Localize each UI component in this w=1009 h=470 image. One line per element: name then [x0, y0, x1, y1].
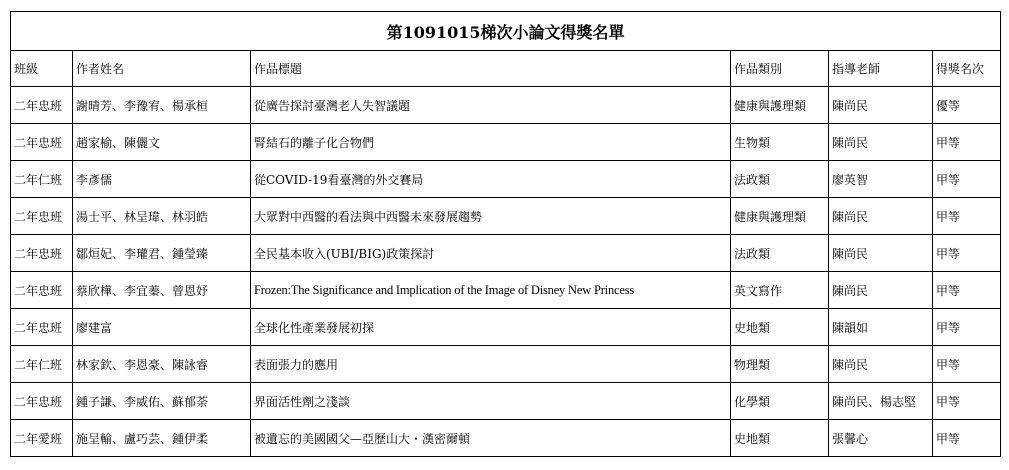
cell-advisor: 陳尚民 [829, 272, 933, 309]
cell-award: 甲等 [933, 420, 1001, 457]
cell-advisor: 陳尚民、楊志堅 [829, 383, 933, 420]
header-work-title: 作品標題 [251, 51, 731, 87]
cell-class: 二年忠班 [11, 198, 73, 235]
cell-category: 化學類 [731, 383, 829, 420]
header-category: 作品類別 [731, 51, 829, 87]
table-row [11, 383, 1001, 420]
cell-authors: 施呈輸、盧巧芸、鍾伊柔 [73, 420, 251, 457]
table-row [11, 420, 1001, 457]
cell-authors: 蔡欣樺、李宜蓁、曾恩妤 [73, 272, 251, 309]
cell-work-title: 從廣告探討臺灣老人失智議題 [251, 87, 731, 124]
cell-work-title: 界面活性劑之淺談 [251, 383, 731, 420]
cell-advisor: 陳尚民 [829, 346, 933, 383]
cell-work-title: 從COVID-19看臺灣的外交賽局 [251, 161, 731, 198]
header-row [11, 51, 1001, 87]
table-row [11, 124, 1001, 161]
cell-work-title: 大眾對中西醫的看法與中西醫未來發展趨勢 [251, 198, 731, 235]
cell-authors: 湯士平、林呈瑋、林羽皓 [73, 198, 251, 235]
cell-class: 二年忠班 [11, 309, 73, 346]
table-row [11, 235, 1001, 272]
cell-class: 二年愛班 [11, 420, 73, 457]
cell-award: 優等 [933, 87, 1001, 124]
cell-award: 甲等 [933, 383, 1001, 420]
cell-authors: 趙家榆、陳儷文 [73, 124, 251, 161]
cell-category: 生物類 [731, 124, 829, 161]
cell-advisor: 陳尚民 [829, 198, 933, 235]
cell-category: 史地類 [731, 420, 829, 457]
title-row [11, 12, 1001, 51]
cell-award: 甲等 [933, 198, 1001, 235]
cell-class: 二年忠班 [11, 383, 73, 420]
table-row [11, 87, 1001, 124]
cell-category: 法政類 [731, 235, 829, 272]
cell-award: 甲等 [933, 346, 1001, 383]
cell-award: 甲等 [933, 161, 1001, 198]
cell-class: 二年忠班 [11, 124, 73, 161]
cell-category: 法政類 [731, 161, 829, 198]
cell-work-title: 腎結石的離子化合物們 [251, 124, 731, 161]
cell-work-title: Frozen:The Significance and Implication of the Image of Disney New Princess [251, 272, 731, 309]
table-row [11, 346, 1001, 383]
cell-advisor: 陳尚民 [829, 235, 933, 272]
award-list-table [10, 11, 1001, 457]
cell-authors: 廖建富 [73, 309, 251, 346]
cell-category: 健康與護理類 [731, 87, 829, 124]
cell-authors: 謝晴芳、李豫宥、楊承桓 [73, 87, 251, 124]
cell-advisor: 陳尚民 [829, 87, 933, 124]
cell-award: 甲等 [933, 235, 1001, 272]
cell-work-title: 表面張力的應用 [251, 346, 731, 383]
cell-category: 健康與護理類 [731, 198, 829, 235]
header-advisor: 指導老師 [829, 51, 933, 87]
table-title: 第1091015梯次小論文得獎名單 [11, 12, 1001, 51]
table-row [11, 309, 1001, 346]
cell-work-title: 被遺忘的美國國父—亞歷山大・漢密爾頓 [251, 420, 731, 457]
cell-category: 英文寫作 [731, 272, 829, 309]
cell-award: 甲等 [933, 124, 1001, 161]
cell-advisor: 陳韻如 [829, 309, 933, 346]
cell-work-title: 全民基本收入(UBI/BIG)政策探討 [251, 235, 731, 272]
cell-class: 二年忠班 [11, 87, 73, 124]
header-authors: 作者姓名 [73, 51, 251, 87]
table-row [11, 272, 1001, 309]
cell-work-title: 全球化性產業發展初探 [251, 309, 731, 346]
header-award: 得獎名次 [933, 51, 1001, 87]
cell-advisor: 廖英智 [829, 161, 933, 198]
cell-class: 二年仁班 [11, 346, 73, 383]
cell-advisor: 張馨心 [829, 420, 933, 457]
cell-category: 史地類 [731, 309, 829, 346]
cell-authors: 鄒烜妃、李瓘君、鍾瑩臻 [73, 235, 251, 272]
cell-authors: 林家欽、李恩豪、陳詠睿 [73, 346, 251, 383]
cell-award: 甲等 [933, 272, 1001, 309]
cell-authors: 李彥儒 [73, 161, 251, 198]
cell-advisor: 陳尚民 [829, 124, 933, 161]
table-row [11, 198, 1001, 235]
table-row [11, 161, 1001, 198]
cell-class: 二年忠班 [11, 235, 73, 272]
cell-award: 甲等 [933, 309, 1001, 346]
cell-category: 物理類 [731, 346, 829, 383]
cell-class: 二年仁班 [11, 161, 73, 198]
cell-class: 二年忠班 [11, 272, 73, 309]
cell-authors: 鍾子謙、李威佑、蘇郁荼 [73, 383, 251, 420]
header-class: 班級 [11, 51, 73, 87]
